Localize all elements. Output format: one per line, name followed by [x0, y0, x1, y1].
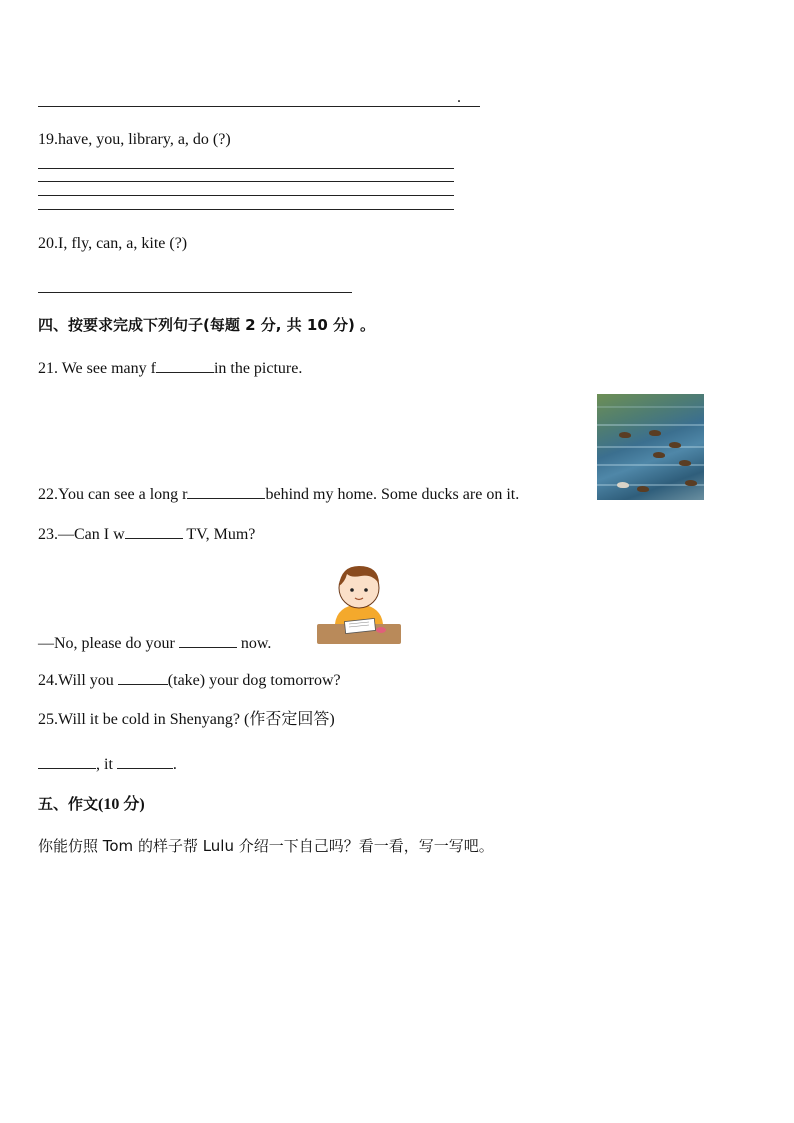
section-4-heading: 四、按要求完成下列句子(每题 2 分, 共 10 分) 。: [38, 316, 376, 334]
q24-number: 24.: [38, 672, 58, 689]
q23-line-1: [38, 524, 255, 545]
q23-text-b: TV, Mum?: [182, 526, 256, 543]
q22-number: 22.: [38, 486, 58, 503]
q23-text-c: —No, please do your: [38, 635, 179, 652]
q22-text-a: You can see a long r: [58, 486, 188, 503]
pond-with-ducks-photo: [597, 394, 704, 500]
q25-text: Will it be cold in Shenyang? (作否定回答): [58, 711, 335, 728]
q19-answer-line-3[interactable]: [38, 195, 454, 196]
q22-sentence: [38, 484, 519, 505]
q21-sentence: [38, 358, 302, 379]
section-5-heading-a: 五、作文: [38, 795, 99, 813]
essay-instruction: 你能仿照 Tom 的样子帮 Lulu 介绍一下自己吗？看一看，写一写吧。: [38, 837, 494, 855]
q19-number: 19.: [38, 131, 58, 148]
q19-text: have, you, library, a, do (?): [58, 131, 231, 148]
q25-blank-1[interactable]: [38, 754, 96, 769]
q24-text-b: (take) your dog tomorrow?: [167, 672, 341, 689]
q25-answer-mid: , it: [96, 756, 117, 773]
q25-number: 25.: [38, 711, 58, 728]
q25-answer: [38, 754, 177, 775]
q25-blank-2[interactable]: [117, 754, 173, 769]
q23-blank-2[interactable]: [179, 633, 237, 648]
q22-blank[interactable]: [187, 484, 265, 499]
q19-answer-line-4[interactable]: [38, 209, 454, 210]
q23-blank-1[interactable]: [125, 524, 183, 539]
q24-blank[interactable]: [118, 670, 168, 685]
q19-answer-line-1[interactable]: [38, 168, 454, 169]
q25-answer-end: .: [172, 756, 177, 773]
q21-text-a: . We see many f: [54, 360, 156, 377]
q20-answer-line[interactable]: [38, 292, 352, 293]
section-5-heading: [38, 794, 145, 815]
q22-text-b: behind my home. Some ducks are on it.: [265, 486, 520, 503]
q23-line-2: [38, 633, 271, 654]
q18-end-mark: .: [457, 89, 461, 106]
q20-text: I, fly, can, a, kite (?): [58, 235, 188, 252]
q23-text-d: now.: [236, 635, 272, 652]
q19-prompt: [38, 130, 231, 150]
q23-text-a: —Can I w: [58, 526, 125, 543]
q18-answer-line[interactable]: [38, 106, 480, 107]
q25-prompt: [38, 710, 335, 730]
section-5-heading-b: (10 分): [98, 796, 145, 813]
q23-number: 23.: [38, 526, 58, 543]
q24-text-a: Will you: [58, 672, 118, 689]
q21-number: 21: [38, 360, 54, 377]
q19-answer-line-2[interactable]: [38, 181, 454, 182]
q24-sentence: [38, 670, 341, 691]
q20-number: 20.: [38, 235, 58, 252]
q20-prompt: [38, 234, 187, 254]
q21-text-b: in the picture.: [213, 360, 303, 377]
q21-blank[interactable]: [156, 358, 214, 373]
child-writing-icon: [317, 560, 401, 648]
